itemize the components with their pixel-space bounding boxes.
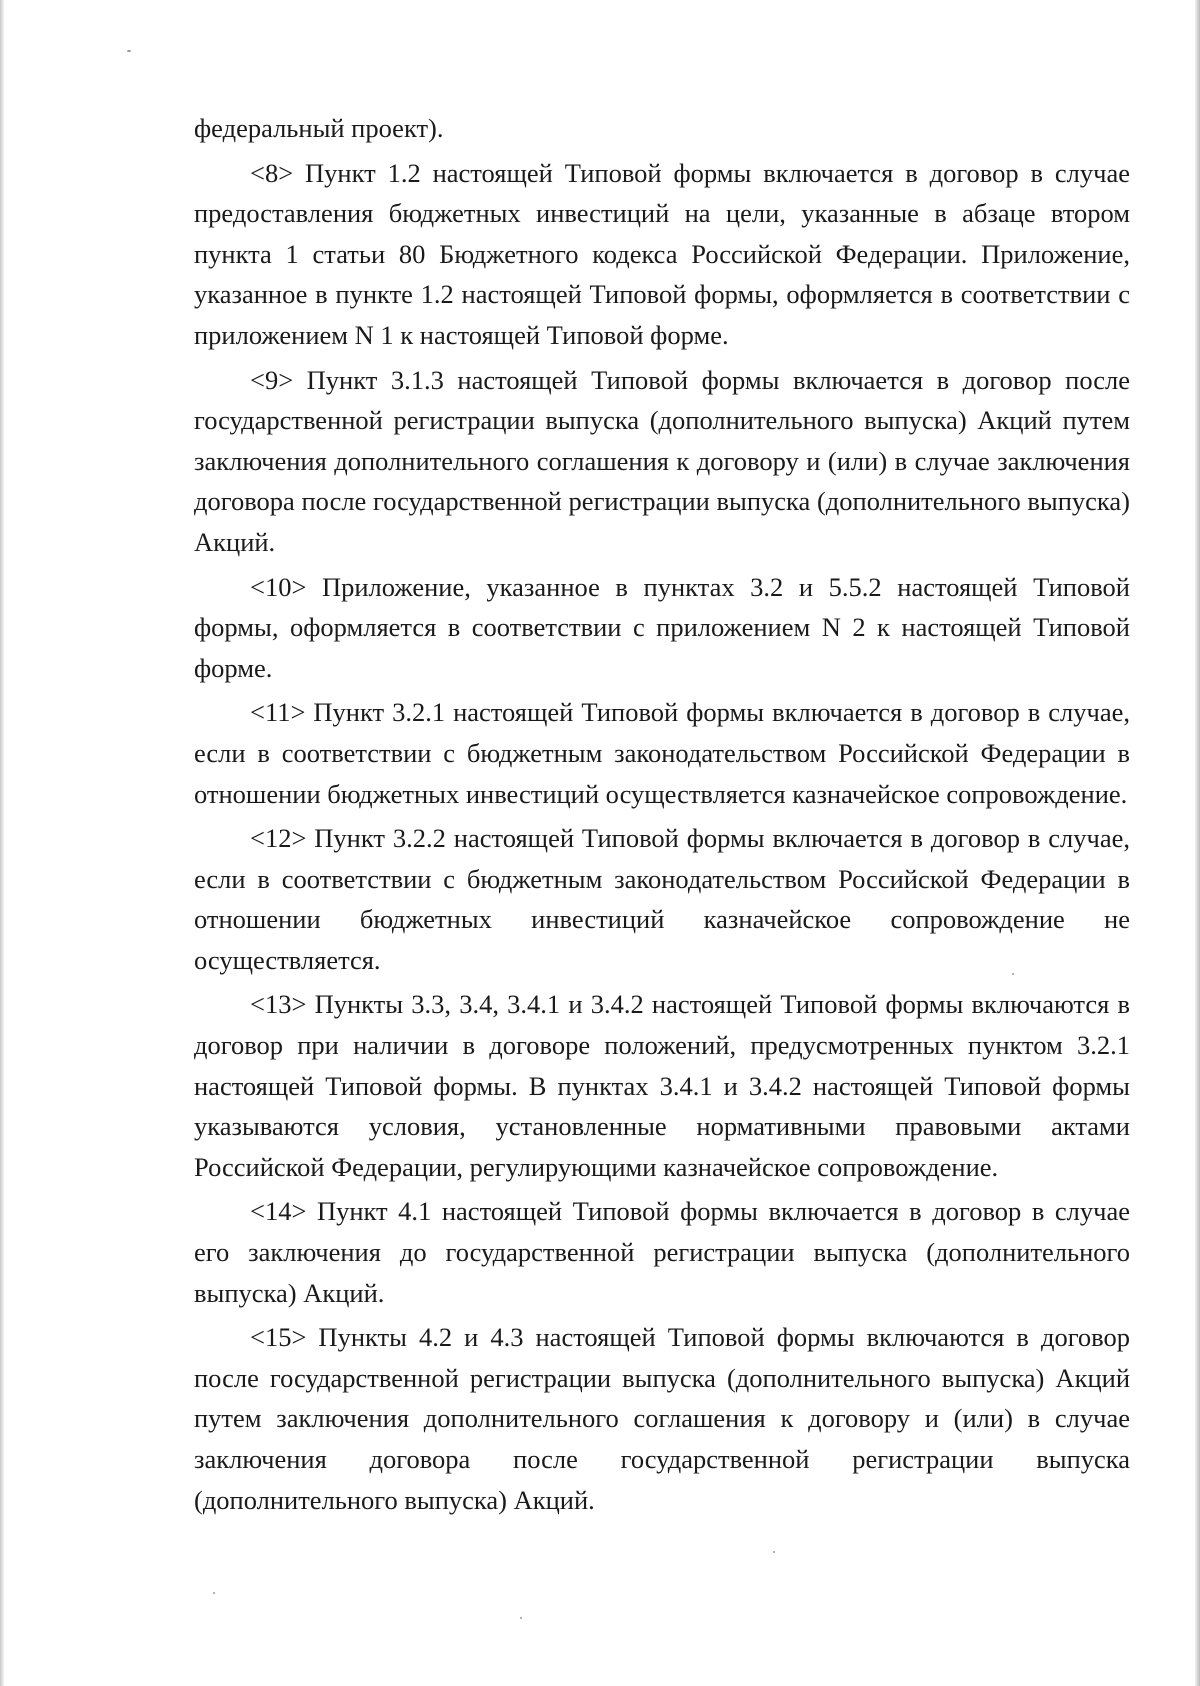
footnote-12: <12> Пункт 3.2.2 настоящей Типовой формы включается в договор в случае, если в соответствии с бюджетным законодательством Российской Федерации в отношении бюджетных инвестиций казначейское сопровождение не осуществляется. [194,823,1130,975]
scan-edge-right [1195,0,1200,1686]
scan-speck [213,1592,215,1594]
footnote-11: <11> Пункт 3.2.1 настоящей Типовой формы включается в договор в случае, если в соответствии с бюджетным законодательством Российской Федерации в отношении бюджетных инвестиций осуществляется казначейское сопровождение. [194,697,1130,809]
footnote-8: <8> Пункт 1.2 настоящей Типовой формы включается в договор в случае предоставления бюджетных инвестиций на цели, указанные в абзаце втором пункта 1 статьи 80 Бюджетного кодекса Российской Федерации. Приложение, указанное в пункте 1.2 настоящей Типовой формы, оформляется в соответствии с приложением N 1 к настоящей Типовой форме. [194,157,1130,350]
document-page [194,108,1130,1524]
footnote-13: <13> Пункты 3.3, 3.4, 3.4.1 и 3.4.2 настоящей Типовой формы включаются в договор при наличии в договоре положений, предусмотренных пунктом 3.2.1 настоящей Типовой формы. В пунктах 3.4.1 и 3.4.2 настоящей Типовой формы указываются условия, установленные нормативными правовыми актами Российской Федерации, регулирующими казначейское сопровождение. [194,989,1130,1182]
footnote-15: <15> Пункты 4.2 и 4.3 настоящей Типовой формы включаются в договор после государственной регистрации выпуска (дополнительного выпуска) Акций путем заключения дополнительного соглашения к договору и (или) в случае заключения договора после государственной регистрации выпуска (дополнительного выпуска) Акций. [194,1322,1130,1515]
footnote-9: <9> Пункт 3.1.3 настоящей Типовой формы включается в договор после государственной регистрации выпуска (дополнительного выпуска) Акций путем заключения дополнительного соглашения к договору и (или) в случае заключения договора после государственной регистрации выпуска (дополнительного выпуска) Акций. [194,364,1130,557]
scan-speck [127,50,131,52]
scan-speck [773,1551,775,1553]
footnote-10: <10> Приложение, указанное в пунктах 3.2 и 5.5.2 настоящей Типовой формы, оформляется в соответствии с приложением N 2 к настоящей Типовой форме. [194,571,1130,683]
scan-speck [520,1617,522,1619]
paragraph-continuation: федеральный проект). [194,113,444,143]
scan-edge-left [0,0,4,1686]
footnote-14: <14> Пункт 4.1 настоящей Типовой формы включается в договор в случае его заключения до государственной регистрации выпуска (дополнительного выпуска) Акций. [194,1196,1130,1308]
